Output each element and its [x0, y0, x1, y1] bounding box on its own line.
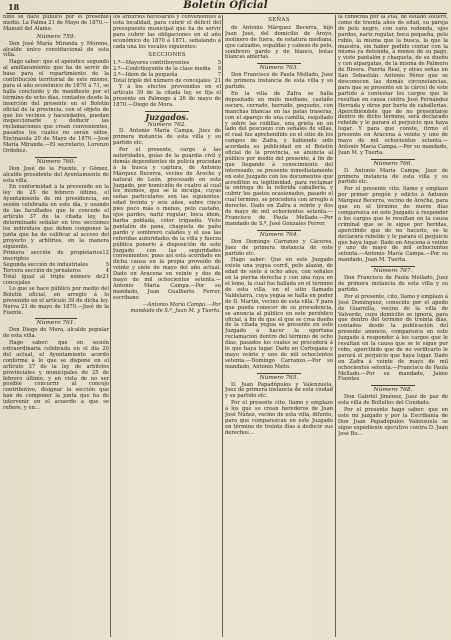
publication-title: Boletín Oficial	[183, 0, 268, 11]
paragraph: Don Francisco de Paula Mellado, Juez de primera instancia de esta villa y su partido.	[338, 275, 448, 293]
paragraph: Por el presente, cito, llamo y emplazo á José Domínguez, conocido por el apodo de Guarnilla, vecino de la villa de Valverde, cuyo domicilio se ignora, para que dentro del término de treinta días, contados desde la publicación del presente anuncio, comparezca en este Juzgado á responder á los cargos que le resultan en la causa que se le sigue por robo, apercibido que de no verificarlo le parará el perjuicio que haya lugar. Dado en Zafra á veinte de mayo de mil ochocientos setenta.—Francisco de Paula Mellado.—Por su mandado, Jaime Fuentes.	[338, 293, 448, 383]
separator	[35, 157, 77, 158]
paragraph: En la villa de Zafra se halla depositado un mulo mediano, castaño oscuro, cerrado, herrado, pequeño, con manchas blancas en las patas traseras, con el aparejo de una camilla, esquilado y sobre las rodillas, una grieta en un lado del pescuezo con señales de sillas, el cual fue aprehendido en el sitio de los campos de Zafra, y habiendo sido acordada su publicidad en el Boletín oficial de la provincia, se anuncia al público por medio del presente, á fin de que llegando á conocimiento del interesado, se presente inmediatamente en este Juzgado con los documentos que acrediten su legitimidad, para reclamar la entrega de la referida caballería, y cubrir los gastos ocasionados, pasado el cual término, se procederá con arreglo á derecho. Dado en Zafra á veinte y dos de mayo de mil ochocientos setenta.—Francisco de Paula Mellado.—Por mandado de S.ª, José Gonzales Ferrer.	[225, 90, 333, 227]
row-value: 21	[214, 78, 221, 85]
paragraph: Por el presente cito, llamo y emplazo por primer pregón y edicto á Antonio Márquez Becerra, vecino de Aroche, para que en el término de nueve días comparezca en este Juzgado á responder á los cargos que le resultan en la causa criminal que se le sigue por heridas, apercibido que de no hacerlo, se le declarará rebelde y le parará el perjuicio que haya lugar. Dado en Aracena á veinte y uno de mayo de mil ochocientos setenta.—Antonio María Campa.—Por su mandado, Juan M. Tuerta.	[338, 186, 448, 264]
paragraph: Don José de la Fuente, y Gómez, alcalde presidente del Ayuntamiento de esta villa.	[3, 165, 109, 184]
notice-number: Número 764.	[259, 231, 299, 238]
sections-heading: SECCIONES	[148, 52, 186, 59]
row-label: 2.ª—Contribuyente de la clase media	[113, 66, 211, 73]
column-4	[338, 15, 448, 637]
notice-number: Número 766.	[373, 160, 413, 167]
paragraph: D. Antonio María Campa, Juez de primera instancia de esta villa y su partido etc.	[113, 128, 221, 147]
paragraph: Por el presente hago saber: que en este mi juzgado y por la Escribanía de Don Juan Papadópulos Valenzuela se sigue expediente ejecutivo contra D. Juan José Bo...	[338, 407, 448, 437]
section-title: Juzgados.	[145, 111, 189, 122]
row-value: 7	[217, 72, 221, 79]
notice-number: Número 761.	[36, 320, 76, 327]
row-label: 3.ª—Idem de la pequeña	[113, 72, 178, 79]
row-label: Tercera sección de jornaleros	[3, 268, 81, 275]
row-label: Total triple del número de concejales	[113, 78, 211, 85]
paragraph: nido se hace público por el presente medio. La Palma 21 de Mayo de 1870.—Manuel del Alamo.	[3, 15, 109, 32]
row-value: 5	[217, 60, 221, 67]
subheading: SEÑAS	[268, 17, 290, 23]
paragraph: D. Antonio María Campa, Juez de primera instancia de esta villa y su partido etc.	[338, 167, 448, 186]
paragraph: Y á los efectos prevenidos en el artículo 39 de la citada ley, se fija el presente en Palmogo á 26 de mayo de 1870.—Diego de Mora.	[113, 83, 221, 108]
paragraph: la conocida por la Pila, de estado soltero, como de treinta años de edad, su pareja de pelo negro, con cara redonda, ojos pardos, nariz regular, boca pequeña, pelo rubio, la misma que la busca, la que la muestra, sin haber podido contar con la misma ya detenida, á menos de su pago, y viste pantalón y chaqueta, de su dueño y con alpargatas, de la misma de Palmero de Rivera. Puerta Real, y otras señas en San Sebastián. Antonio Pérez que se desconocen las demás circunstancias, para que se presente en la cárcel de este partido á contestar los cargos que le resultan en causa contra José Fernández Herrada y otros por hurto de caballerías. Apercibiéndole que de no presentarse dentro de dicho término, será declarado rebelde y le parará el perjuicio que haya lugar. Y para que conste, firmo el presente en Aracena á veinte y uno de mayo de mil ochocientos setenta.—Antonio María Campa.—Por su mandado, Juan M. y Tuerta.	[338, 15, 448, 156]
page-number: 18	[8, 2, 20, 12]
paragraph: Don Francisco de Paula Mellado, Juez de primera instancia de esta villa y su partido.	[225, 72, 333, 91]
notice-number: Número 760.	[36, 158, 76, 165]
row-value: 9	[217, 66, 221, 73]
column-divider	[335, 15, 336, 637]
column-divider	[110, 15, 111, 637]
column-2	[113, 15, 221, 637]
paragraph: Hago saber: Que en este Juzgado existe una yegua cerril, pelo alazán, de edad de siete á ocho años, con señales en la pierna derecha y con una raya en el lomo, la cual fue hallada en el término de esta villa, en el sitio llamado Valdelarrá, cuya yegua se halla en poder de D. Martín, vecino de esta villa. Y para que pueda conocer de su procedencia, se anuncia al público en este periódico oficial, á fin de que el que se crea dueño de la citada yegua se presente en este Juzgado á hacer la oportuna reclamación dentro del término de ocho días, pasados los cuales se procederá á lo que haya lugar. Dado en Cortegana y mayo veinte y uno de mil ochocientos setenta.—Domingo Carranzo.—Por su mandado, Antonio Nieto.	[225, 257, 333, 370]
row-value: 21	[102, 274, 109, 281]
paragraph: Don Diego de Mora, alcalde popular de esta villa.	[3, 327, 109, 340]
paragraph: Hago saber: que el apéndice segundo al amillaramiento que ha de servir de base para el repartimiento de la contribución territorial de este mismo, para el año económico de 1870 á 71, se halla concluido y de manifiesto por el término de ocho días, contados desde la inserción del presente en el Boletín oficial de la provincia, con el objeto de que los vecinos y hacendados, puedan inspeccionarle y deducir las reclamaciones que crean convenientes, pasados los cuales no serán oídos. Encinasola 20 de Mayo de 1870.—José María Miranda.—El secretario, Lorenzo Ordoñez.	[3, 59, 109, 154]
row-label: Primera sección de propietarios inscriptos	[3, 250, 103, 263]
paragraph: Por el presente cito, llamo y emplazo á los que se crean herederos de Juan José Núñez, vecino de esta villa, difunto, para que comparezcan en este Juzgado en término de treinta días á deducir sus derechos...	[225, 400, 333, 436]
row-value: 4	[105, 268, 109, 275]
paragraph: Don Gabriel Jiménez, Juez de paz de esta villa de Bollullos del Condado.	[338, 394, 448, 407]
column-3	[225, 15, 333, 637]
row-value: 12	[102, 250, 109, 257]
signature: —Antonio María Campa.—Por mandado de S.ª, Juan M. y Tuerta.	[130, 301, 221, 314]
notice-number: Número 763.	[259, 65, 299, 72]
row-label: Segunda sección de industriales	[3, 262, 89, 269]
column-1	[3, 15, 109, 637]
separator	[371, 266, 415, 267]
notice-number: Número 762.	[147, 121, 187, 128]
paragraph: los arbitrios necesarios y convenientes á esta localidad, para cubrir el déficit del presupuesto municipal que ha de servir para cubrir las obligaciones en el año económico de 1870 á 1871, señalando á cada una los vocales siguientes:	[113, 15, 221, 50]
separator	[257, 230, 300, 231]
page-header	[0, 0, 451, 12]
paragraph: D. Juan Papadópulos y Valenzuela, Juez de primera instancia de esta ciudad y su partido etc.	[225, 381, 333, 400]
paragraph: Don Domingo Carranzo y Cáceres, Juez de primera instancia de este partido etc.	[225, 238, 333, 257]
separator	[257, 373, 300, 374]
paragraph: Hago saber: que en sesión extraordinaria celebrada en el día 20 del actual, el Ayuntamiento acordó conforme á lo que se dispone en el artículo 37 de la ley de arbitrios provinciales y municipales de 25 de febrero último, y en vista de no ser posible concurrir al concejo contributivo, disignar la sección que han de componer la junta que ha de intervenir en el acuerdo a que se refiere, y en...	[3, 340, 109, 412]
notice-number: Número 759.	[36, 33, 76, 40]
paragraph: de Antonio Márquez Becerra, hijo Juan José, del domicilio de Aroyo, molinero de fuera, de estatura mediana, ojos calzados, espaldas y cabezo de pelo, sombrero pardo y de blanco, botas blancas abiertas.	[225, 24, 333, 61]
notice-number: Número 765.	[259, 374, 299, 381]
separator	[371, 159, 415, 160]
paragraph: Lo que se hace público por medio del Boletín oficial, en arreglo á lo prevenido en el artículo 39 de dicha ley. Nerva 21 de mayo de 1870.—José de la Fuente.	[3, 285, 109, 316]
column-divider	[222, 15, 223, 637]
paragraph: Don José María Miranda y Moreno, alcalde único constitucional de esta villa.	[3, 40, 109, 59]
notice-number: Número 767.	[373, 268, 413, 275]
paragraph: Por el presente, cargo á las autoridades, guías de la guardia civil y demás dependientes de policía procedan á la busca y captura, de Antonio Márquez Becerra, vecino de Aroche y natural de León, procesado en esta Juzgado, por homicidio de cuatro al cual los mismos, que se le inculpa, cuyas señas particulares son las siguientes: edad treinta y seis años, sobre cinco pies poco más o menos, pelo castaño, ojos pardos, nariz regular, boca idem, barba poblada, color trigueño. Viste pantalón de pana, chaqueta de paño pardo y sombrero calañés y el usa las referidas autoridades de la villa y fuerza pública ponerlo á disposición de este Juzgado con las seguridades convenientes; pues así está acordado en dicha causa en la propia proveído de veinte y siete de mayo del año actual. Dado en Aracena en veinte y dos de mayo de mil ochocientos setenta.—Antonio María Campa.—Por su mandado, Juan Gualberto Ferrer, escribano.	[113, 147, 221, 301]
notice-number: Número 768.	[373, 387, 413, 394]
row-label: Total igual al triple número de concejales	[3, 274, 103, 286]
paragraph: En conformidad á la prevenido en la ley de 25 de febrero último, el Ayuntamiento de mi presidencia, en sesión celebrada en este día, y usando de las facultades que le concede el artículo 37 de la citada ley, ha determinado señalar en tres secciones los individuos que deben componer la junta que ha de calificar al acceso del proyecto y arbitrios, en la manera siguiente.	[3, 184, 109, 250]
row-label: 1.ª—Mayores contribuyentes	[113, 60, 190, 67]
header-rule	[6, 13, 447, 14]
row-value: 5	[105, 262, 109, 269]
